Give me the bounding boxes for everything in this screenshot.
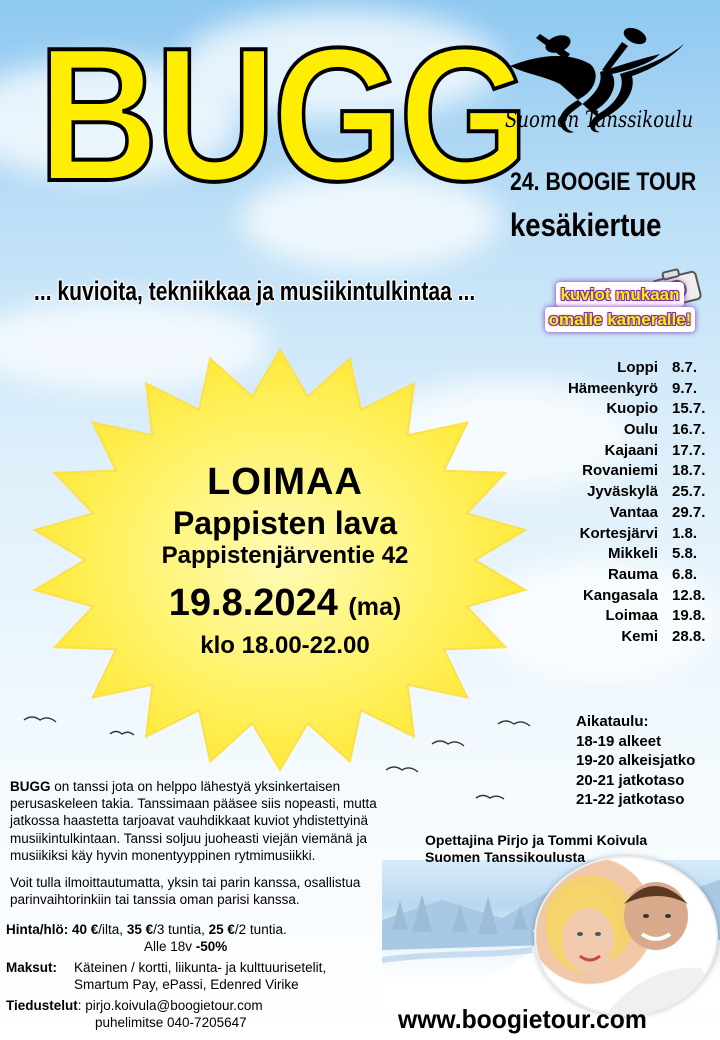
tour-stop-date: 12.8. [672, 586, 706, 604]
description-text: on tanssi jota on helppo lähestyä yksinkertaisen perusaskeleen takia. Tanssimaan pääsee siis nopeasti, mutta jatkossa haastetta tarjoavat vauhdikkaat kuviot yhdistettyinä musiikintulkintaan. Tanssi soljuu juoheasti viejän viemänä ja musiikiksi käy hyvin monentyyppinen rytmimusiikki. [10, 779, 377, 863]
payment-values [74, 960, 326, 993]
tour-stop-date: 18.7. [672, 462, 706, 480]
schedule-item: 19-20 alkeisjatko [576, 752, 696, 769]
price-2: 35 € [126, 922, 154, 937]
event-info [110, 460, 460, 660]
event-weekday: (ma) [348, 593, 402, 621]
price-3: 25 € [208, 922, 235, 937]
tour-stop-date: 6.8. [672, 565, 698, 583]
tour-stop-row [548, 461, 710, 482]
website-link[interactable]: www.boogietour.com [398, 1004, 647, 1034]
tour-stop-city: Kuopio [606, 400, 658, 418]
tour-subtitle: kesäkiertue [510, 207, 662, 243]
tour-stop-city: Rauma [607, 565, 658, 583]
tour-stop-city: Kangasala [582, 586, 658, 604]
tour-stop-city: Kajaani [604, 441, 658, 459]
contact-row [6, 998, 378, 1031]
teachers-portrait-image [536, 858, 716, 1014]
tour-stop-row [548, 606, 710, 627]
tour-name: 24. BOOGIE TOUR [510, 168, 697, 196]
tour-stop-city: Hämeenkyrö [567, 379, 658, 397]
youth-discount: -50% [195, 938, 228, 954]
camera-note-line2: omalle kameralle! [545, 307, 696, 332]
tour-stop-row [548, 482, 710, 503]
tour-stop-row [548, 358, 710, 379]
price-text-2: /3 tuntia, [153, 922, 209, 937]
event-city: LOIMAA [207, 461, 363, 503]
tour-stop-row [548, 379, 710, 400]
price-row [6, 922, 378, 955]
tour-list [548, 358, 710, 648]
tour-stop-city: Loimaa [605, 607, 658, 625]
description [10, 778, 405, 918]
tour-stop-row [548, 503, 710, 524]
payment-label: Maksut: [6, 960, 58, 975]
info-block [6, 922, 378, 1036]
tour-stop-row [548, 524, 710, 545]
tour-stop-city: Oulu [623, 421, 658, 439]
tour-stop-date: 17.7. [672, 441, 706, 459]
bird-icon [498, 721, 530, 726]
teachers-line: Suomen Tanssikoulusta [425, 848, 585, 865]
event-date-value: 19.8.2024 [168, 582, 338, 624]
description-paragraph [10, 778, 405, 864]
tour-stop-city: Kemi [621, 627, 658, 645]
bird-icon [110, 732, 134, 736]
price-text-1: /ilta, [98, 922, 127, 937]
tour-stop-city: Vantaa [609, 503, 658, 521]
schedule-item: 20-21 jatkotaso [576, 771, 685, 789]
tour-stop-date: 9.7. [672, 379, 698, 397]
price-label: Hinta/hlö: [6, 922, 69, 937]
event-venue: Pappisten lava [172, 505, 398, 541]
bird-icon [432, 741, 464, 746]
tour-stop-date: 28.8. [672, 627, 706, 645]
tour-stop-city: Rovaniemi [582, 462, 658, 480]
tagline: ... kuvioita, tekniikkaa ja musiikintulkintaa ... [34, 276, 476, 306]
contact-email[interactable]: : pirjo.koivula@boogietour.com [77, 998, 263, 1013]
tour-stop-date: 1.8. [672, 524, 698, 542]
event-time: klo 18.00-22.00 [200, 632, 370, 659]
bird-icon [476, 796, 504, 800]
teachers-photo [534, 856, 718, 1016]
contact-phone: puhelimitse 040-7205647 [95, 1014, 247, 1030]
event-address: Pappistenjärventie 42 [161, 542, 409, 569]
schedule-item: 18-19 alkeet [576, 732, 662, 750]
contact-label: Tiedustelut [6, 998, 78, 1013]
youth-label: Alle 18v [144, 938, 196, 954]
camera-note-line1: kuviot mukaan [556, 282, 683, 307]
tour-stop-row [548, 544, 710, 565]
schedule-item: 21-22 jatkotaso [576, 791, 685, 808]
event-date [110, 582, 460, 628]
schedule-title: Aikataulu: [576, 713, 649, 730]
tour-stop-date: 25.7. [672, 483, 706, 501]
logo-text: Suomen Tanssikoulu [505, 108, 694, 133]
dancers-logo-icon [500, 14, 700, 154]
tour-stop-date: 5.8. [672, 545, 698, 563]
price-values [72, 922, 287, 955]
payment-line: Smartum Pay, ePassi, Edenred Virike [74, 976, 299, 992]
tour-stop-city: Jyväskylä [587, 483, 658, 501]
tour-stop-city: Mikkeli [607, 545, 658, 563]
payment-row [6, 960, 378, 993]
tour-stop-row [548, 565, 710, 586]
teachers-line: Opettajina Pirjo ja Tommi Koivula [425, 832, 648, 848]
tour-stop-row [548, 420, 710, 441]
tour-stop-date: 16.7. [672, 421, 706, 439]
tour-stop-city: Kortesjärvi [579, 524, 658, 542]
tour-stop-city: Loppi [617, 359, 658, 376]
price-text-3: /2 tuntia. [234, 922, 287, 937]
tour-stop-row [548, 441, 710, 462]
tour-stop-date: 8.7. [672, 359, 698, 376]
description-bold: BUGG [10, 779, 51, 794]
contact-values [6, 998, 263, 1031]
description-paragraph: Voit tulla ilmoittautumatta, yksin tai parin kanssa, osallistua parinvaihtorinkiin tai tanssia oman parisi kanssa. [10, 875, 361, 908]
tour-stop-date: 19.8. [672, 607, 706, 625]
page-title: BUGG [38, 9, 526, 221]
tour-stop-row [548, 399, 710, 420]
tour-stop-date: 15.7. [672, 400, 706, 418]
payment-line: Käteinen / kortti, liikunta- ja kulttuurisetelit, [74, 960, 327, 975]
tour-stop-row [548, 627, 710, 648]
bird-icon [24, 717, 56, 722]
camera-note [540, 282, 700, 332]
price-1: 40 € [72, 922, 99, 937]
schedule [576, 712, 695, 810]
tour-stop-date: 29.7. [672, 503, 706, 521]
tour-stop-row [548, 586, 710, 607]
bird-icon [386, 767, 418, 772]
